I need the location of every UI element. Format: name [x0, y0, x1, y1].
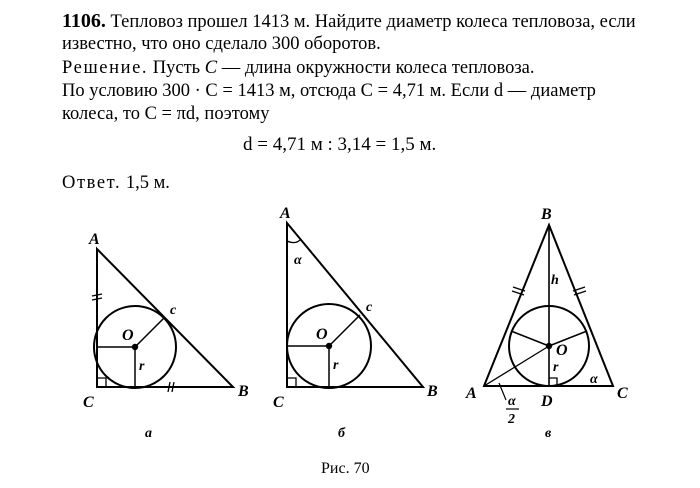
label-b-A: A	[280, 205, 291, 222]
solution-heading: Решение.	[62, 58, 149, 78]
label-b-O: O	[316, 326, 328, 343]
label-a-c: c	[170, 303, 177, 318]
radius-b-hyp	[329, 315, 360, 346]
triangle-b	[287, 223, 423, 387]
radius-a-hyp	[135, 318, 164, 347]
solution-text-1a: Пусть	[152, 58, 205, 78]
figure-a	[92, 249, 233, 392]
right-angle-a	[97, 378, 106, 387]
center-point-v	[546, 343, 552, 349]
label-a-A: A	[89, 231, 100, 248]
label-v-A: A	[466, 385, 477, 402]
label-v-alpha-half-den: 2	[508, 412, 515, 427]
figure-caption: Рис. 70	[321, 460, 370, 477]
label-a-O: O	[122, 327, 134, 344]
problem-number: 1106.	[62, 10, 106, 32]
bisector-v	[484, 346, 549, 386]
solution-text-1b: — длина окружности колеса тепловоза.	[217, 58, 535, 78]
solution-text-2: По условию 300 · C = 1413 м, отсюда C = 4,71 м. Если d — диаметр	[62, 81, 596, 101]
answer-value: 1,5 м.	[125, 173, 170, 193]
problem-text-2: известно, что оно сделало 300 оборотов.	[62, 34, 381, 54]
center-point-a	[132, 344, 138, 350]
solution-text-3: колеса, то C = πd, поэтому	[62, 104, 270, 124]
angle-arc-b	[287, 239, 301, 243]
label-v-O: O	[556, 342, 568, 359]
problem-text-1: Тепловоз прошел 1413 м. Найдите диаметр колеса тепловоза, если	[110, 12, 636, 32]
caption-b: б	[338, 426, 345, 441]
label-v-C: C	[617, 385, 628, 402]
label-b-alpha: α	[294, 253, 302, 268]
caption-v: в	[545, 426, 552, 441]
caption-a: а	[145, 426, 152, 441]
radius-v-right	[549, 331, 587, 346]
label-b-r: r	[333, 358, 339, 373]
label-v-h: h	[551, 273, 559, 288]
figure-b	[287, 223, 423, 388]
label-v-alpha: α	[590, 372, 598, 387]
solution-formula: d = 4,71 м : 3,14 = 1,5 м.	[243, 134, 437, 155]
answer-heading: Ответ.	[62, 173, 122, 193]
right-angle-b	[287, 378, 296, 387]
label-v-D: D	[541, 393, 553, 410]
radius-v-left	[511, 331, 549, 346]
label-v-B: B	[541, 206, 552, 223]
solution-var-c: C	[204, 58, 218, 78]
label-b-c: c	[366, 300, 373, 315]
label-a-C: C	[83, 394, 94, 411]
label-a-r: r	[139, 359, 145, 374]
center-point-b	[326, 343, 332, 349]
label-b-B: B	[427, 383, 438, 400]
label-a-B: B	[238, 383, 249, 400]
label-b-C: C	[273, 394, 284, 411]
label-v-alpha-half-num: α	[508, 394, 516, 409]
label-v-r: r	[553, 360, 559, 375]
